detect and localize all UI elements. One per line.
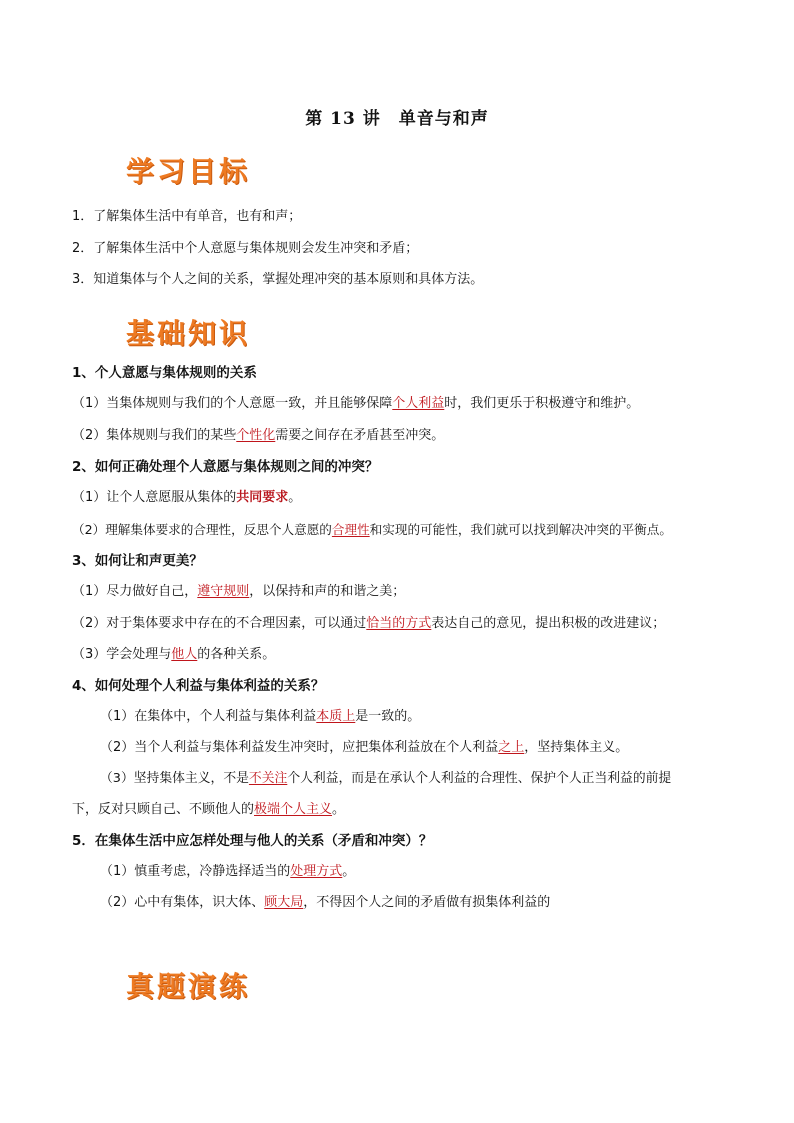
- question-heading-4: 4、如何处理个人利益与集体利益的关系？: [72, 678, 325, 694]
- section-title-practice: 真题演练: [126, 970, 251, 1003]
- q4-line-1: [100, 708, 420, 726]
- key-term: 合理性: [331, 522, 370, 537]
- key-term: 共同要求: [236, 490, 289, 505]
- text: 表达自己的意见，提出积极的改进建议；: [431, 616, 666, 631]
- text: （1）慎重考虑，冷静选择适当的: [100, 864, 291, 879]
- text: 个人利益，而是在承认个人利益的合理性、保护个人正当利益的前提: [287, 771, 672, 786]
- question-heading-1: 1、个人意愿与集体规则的关系: [72, 365, 257, 381]
- goal-item-3: 3．知道集体与个人之间的关系，掌握处理冲突的基本原则和具体方法。: [72, 272, 484, 287]
- key-term: 顾大局: [264, 895, 304, 910]
- text: ，坚持集体主义。: [524, 740, 629, 755]
- text: （2）理解集体要求的合理性，反思个人意愿的: [72, 522, 332, 537]
- text: 。: [288, 490, 302, 505]
- text: 是一致的。: [355, 709, 421, 724]
- text: 需要之间存在矛盾甚至冲突。: [275, 428, 445, 443]
- text: 。: [342, 864, 356, 879]
- q3-line-1: [72, 583, 405, 601]
- text: ，不得因个人之间的矛盾做有损集体利益的: [303, 895, 551, 910]
- key-term: 不关注: [248, 771, 288, 786]
- text: （3）学会处理与: [72, 647, 172, 662]
- key-term: 个性化: [236, 428, 276, 443]
- text: （3）坚持集体主义，不是: [100, 771, 249, 786]
- key-term: 本质上: [316, 709, 356, 724]
- text: （1）在集体中，个人利益与集体利益: [100, 709, 317, 724]
- question-heading-5: 5．在集体生活中应怎样处理与他人的关系（矛盾和冲突）？: [72, 833, 433, 849]
- text: （1）让个人意愿服从集体的: [72, 490, 237, 505]
- q1-line-2: [72, 427, 444, 445]
- q4-line-3: [100, 770, 671, 788]
- key-term: 个人利益: [392, 396, 445, 411]
- text: 下，反对只顾自己、不顾他人的: [72, 802, 255, 817]
- q4-line-4: [72, 801, 345, 819]
- text: 的各种关系。: [197, 647, 276, 662]
- section-title-knowledge: 基础知识: [126, 317, 251, 350]
- q5-line-1: [100, 863, 355, 881]
- text: 时，我们更乐于积极遵守和维护。: [444, 396, 640, 411]
- text: 。: [332, 802, 346, 817]
- text: ，以保持和声的和谐之美；: [249, 584, 406, 599]
- text: （2）对于集体要求中存在的不合理因素，可以通过: [72, 616, 367, 631]
- page-title: 第 13 讲 单音与和声: [305, 109, 489, 129]
- key-term: 恰当的方式: [366, 616, 432, 631]
- text: （1）尽力做好自己，: [72, 584, 198, 599]
- text: （2）心中有集体，识大体、: [100, 895, 265, 910]
- text: （1）当集体规则与我们的个人意愿一致，并且能够保障: [72, 396, 393, 411]
- goal-item-1: 1．了解集体生活中有单音，也有和声；: [72, 209, 302, 224]
- section-title-goals: 学习目标: [126, 155, 251, 188]
- key-term: 极端个人主义: [254, 802, 333, 817]
- text: 和实现的可能性，我们就可以找到解决冲突的平衡点。: [369, 522, 672, 537]
- q4-line-2: [100, 739, 628, 757]
- q5-line-2: [100, 894, 550, 912]
- key-term: 遵守规则: [197, 584, 250, 599]
- question-heading-2: 2、如何正确处理个人意愿与集体规则之间的冲突？: [72, 459, 379, 475]
- key-term: 之上: [498, 740, 525, 755]
- key-term: 他人: [171, 647, 198, 662]
- question-heading-3: 3、如何让和声更美？: [72, 553, 203, 569]
- q2-line-2: [72, 521, 672, 539]
- text: （2）当个人利益与集体利益发生冲突时，应把集体利益放在个人利益: [100, 740, 499, 755]
- q1-line-1: [72, 395, 639, 413]
- q3-line-3: [72, 646, 275, 664]
- q2-line-1: [72, 489, 301, 507]
- goal-item-2: 2．了解集体生活中个人意愿与集体规则会发生冲突和矛盾；: [72, 241, 419, 256]
- q3-line-2: [72, 615, 665, 633]
- key-term: 处理方式: [290, 864, 343, 879]
- text: （2）集体规则与我们的某些: [72, 428, 237, 443]
